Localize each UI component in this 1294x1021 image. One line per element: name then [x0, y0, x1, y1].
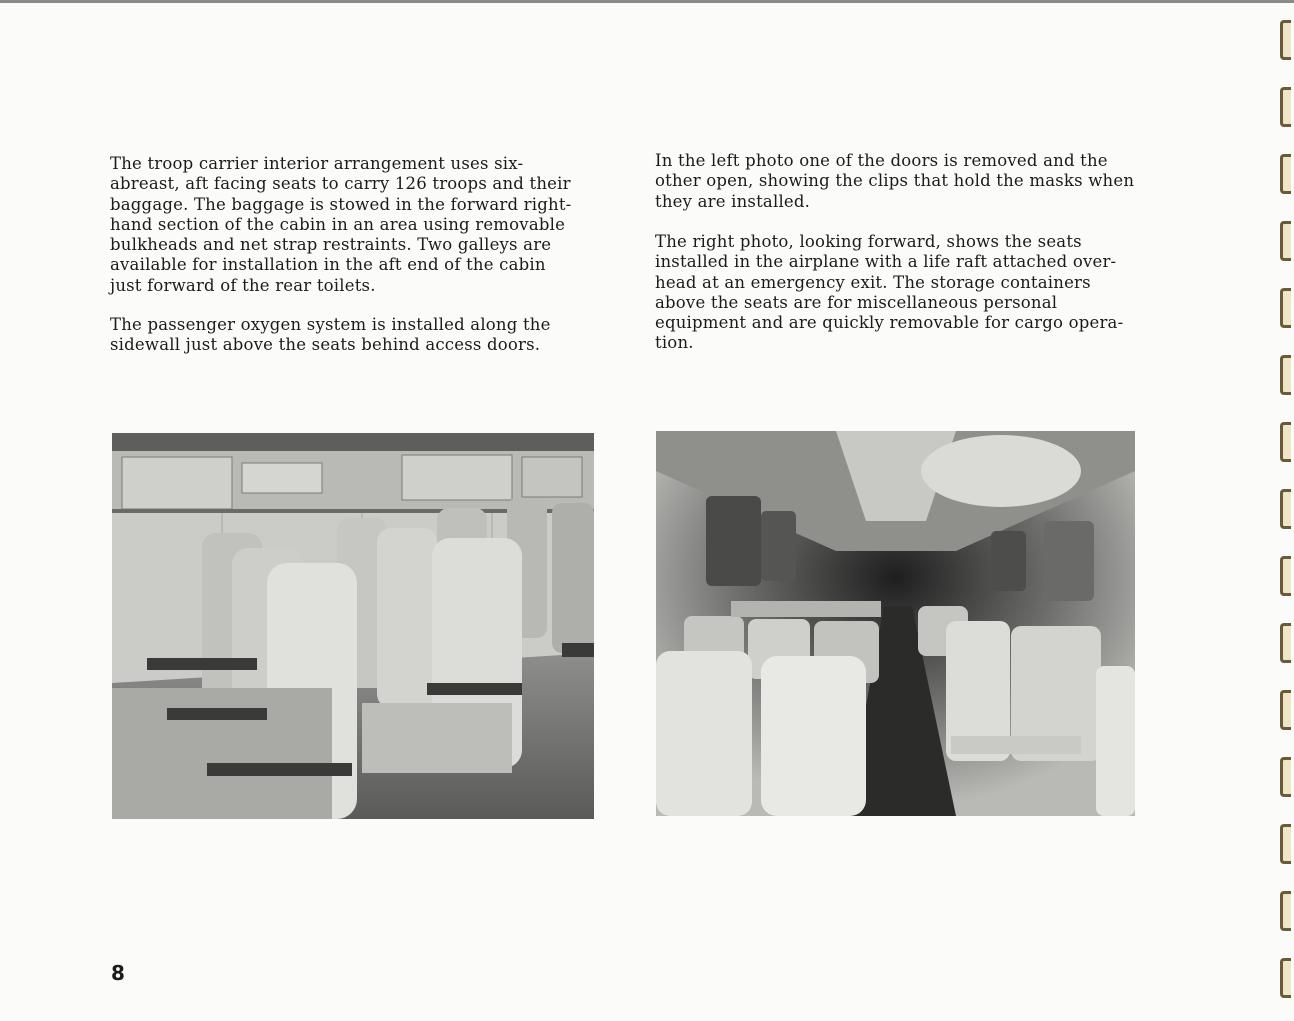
- page-number: 8: [111, 961, 125, 985]
- paragraph-troop-carrier: The troop carrier interior arrangement uses six- abreast, aft facing seats to carry 126 troops and their baggage. The baggage is stowed in the forward right- hand section of the cabin in an area using removable bulkheads and net strap restraints. Two galleys are available for installation in the aft end of the cabin just forward of the rear toilets.: [110, 154, 572, 295]
- photo-cabin-looking-forward: [656, 431, 1135, 816]
- spiral-binding: [1276, 20, 1294, 1010]
- top-rule: [0, 0, 1294, 3]
- photo-seats-sidewall: [112, 433, 594, 819]
- paragraph-left-photo-description: In the left photo one of the doors is removed and the other open, showing the clips that hold the masks when they are installed.: [655, 151, 1135, 211]
- paragraph-right-photo-description: The right photo, looking forward, shows the seats installed in the airplane with a life raft attached over- head at an emergency exit. The storage containers above the seats are for miscellaneous personal equipment and are quickly removable for cargo opera- tion.: [655, 232, 1124, 353]
- paragraph-oxygen-system: The passenger oxygen system is installed along the sidewall just above the seats behind access doors.: [110, 315, 551, 355]
